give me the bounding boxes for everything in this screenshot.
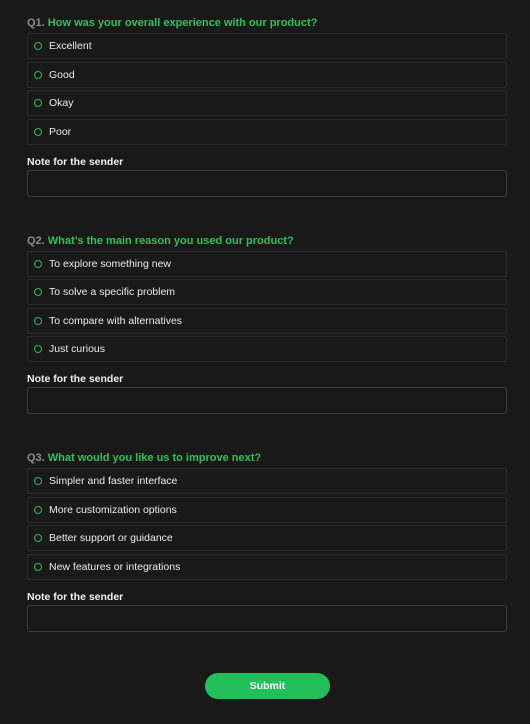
question-2-text: What’s the main reason you used our product? xyxy=(47,234,294,247)
radio-unchecked-icon[interactable] xyxy=(34,506,42,514)
question-1-note-input[interactable] xyxy=(27,170,507,197)
radio-unchecked-icon[interactable] xyxy=(34,345,42,353)
option-label: New features or integrations xyxy=(49,560,181,573)
option-label: Better support or guidance xyxy=(49,532,173,544)
question-1-option-poor[interactable] xyxy=(27,119,507,145)
radio-unchecked-icon[interactable] xyxy=(34,288,42,296)
question-1-note-label: Note for the sender xyxy=(27,155,124,168)
question-2-note-label: Note for the sender xyxy=(27,373,124,385)
radio-unchecked-icon[interactable] xyxy=(34,317,42,325)
radio-unchecked-icon[interactable] xyxy=(34,128,42,136)
submit-area xyxy=(205,673,330,699)
question-1 xyxy=(27,16,507,197)
question-1-text: How was your overall experience with our product? xyxy=(47,17,318,29)
question-3-title xyxy=(27,451,507,465)
question-3-option-features[interactable] xyxy=(27,554,507,580)
radio-unchecked-icon[interactable] xyxy=(34,563,42,571)
radio-unchecked-icon[interactable] xyxy=(34,534,42,542)
question-2-option-compare[interactable] xyxy=(27,308,507,334)
question-3-note-input[interactable] xyxy=(27,605,507,632)
question-2-option-explore[interactable] xyxy=(27,251,507,277)
radio-unchecked-icon[interactable] xyxy=(34,42,42,50)
radio-unchecked-icon[interactable] xyxy=(34,99,42,107)
radio-unchecked-icon[interactable] xyxy=(34,260,42,268)
question-3-note-label: Note for the sender xyxy=(27,590,124,603)
option-label: Good xyxy=(49,68,75,81)
question-3-option-customization[interactable] xyxy=(27,497,507,523)
question-2 xyxy=(27,234,507,415)
option-label: More customization options xyxy=(49,503,177,516)
question-1-title xyxy=(27,16,507,30)
question-2-note-input[interactable] xyxy=(27,387,507,414)
survey-form xyxy=(27,16,507,669)
option-label: To compare with alternatives xyxy=(49,314,183,327)
question-3-option-support[interactable] xyxy=(27,525,507,551)
option-label: Just curious xyxy=(49,343,106,355)
question-3-option-simpler[interactable] xyxy=(27,468,507,494)
question-1-number: Q1. xyxy=(27,17,45,29)
radio-unchecked-icon[interactable] xyxy=(34,71,42,79)
submit-button[interactable]: Submit xyxy=(205,673,330,699)
radio-unchecked-icon[interactable] xyxy=(34,477,42,485)
question-1-option-good[interactable] xyxy=(27,62,507,88)
question-1-option-okay[interactable] xyxy=(27,90,507,116)
option-label: Okay xyxy=(49,97,74,109)
question-2-option-solve-problem[interactable] xyxy=(27,279,507,305)
option-label: Poor xyxy=(49,125,72,138)
question-1-option-excellent[interactable] xyxy=(27,33,507,59)
question-2-title xyxy=(27,234,507,248)
option-label: To solve a specific problem xyxy=(49,286,176,298)
option-label: To explore something new xyxy=(49,257,171,270)
question-2-option-curious[interactable] xyxy=(27,336,507,362)
question-3-number: Q3. xyxy=(27,452,45,464)
question-2-number: Q2. xyxy=(27,234,45,247)
option-label: Excellent xyxy=(49,40,92,52)
question-3 xyxy=(27,451,507,632)
question-3-text: What would you like us to improve next? xyxy=(47,452,262,464)
option-label: Simpler and faster interface xyxy=(49,475,178,487)
